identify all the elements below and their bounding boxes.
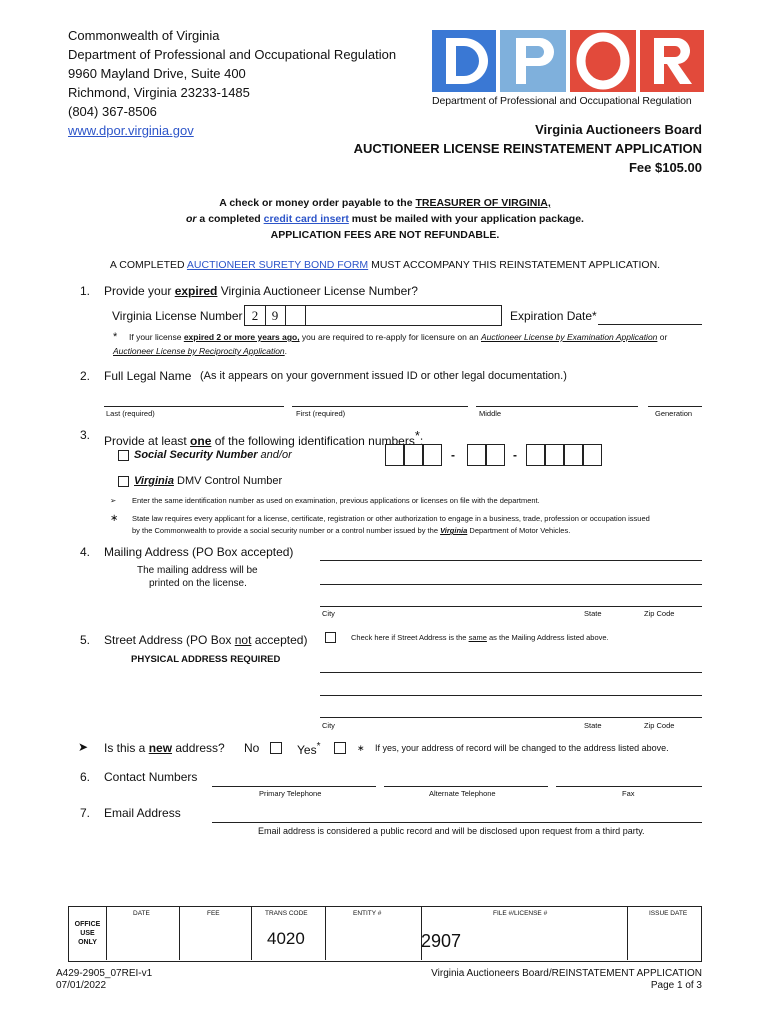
physical-address-required: PHYSICAL ADDRESS REQUIRED [131,654,281,665]
office-entity-cell: ENTITY # [325,907,422,960]
reciprocity-application-link[interactable]: Auctioneer License by Reciprocity Application [113,346,285,356]
full-legal-name-hint: (As it appears on your government issued ID or other legal documentation.) [200,370,567,382]
id-digit-box [545,444,564,466]
new-address-question: Is this a new address? [104,741,225,755]
exam-application-link[interactable]: Auctioneer License by Examination Application [481,332,658,342]
agency-line: Department of Professional and Occupational Regulation [68,47,397,62]
last-name-caption: Last (required) [106,409,155,418]
office-use-label: OFFICE USE ONLY [69,907,107,960]
license-digit: 2 [245,306,266,325]
mailing-address-label: Mailing Address (PO Box accepted) [104,545,294,559]
trans-code-value: 4020 [267,929,305,948]
dmv-label: Virginia DMV Control Number [134,475,283,487]
ssn-label: Social Security Number and/or [134,449,292,461]
office-file-license-cell: FILE #/LICENSE # 2907 [421,907,628,960]
footer-title: Virginia Auctioneers Board/REINSTATEMENT APPLICATION [431,968,702,979]
office-use-table [68,906,702,962]
q7-number: 7. [80,806,91,820]
id-digit-box [385,444,404,466]
id-dash: - [513,448,517,462]
alternate-telephone-caption: Alternate Telephone [429,789,496,798]
mailing-address-sub1: The mailing address will be [137,565,258,576]
id-digit-box [467,444,486,466]
new-address-no-checkbox[interactable] [270,742,282,754]
fees-not-refundable: APPLICATION FEES ARE NOT REFUNDABLE. [270,229,500,241]
mailing-city-state-zip-input[interactable] [320,606,702,607]
q3-number: 3. [80,428,91,442]
last-name-input[interactable] [104,406,284,407]
email-address-input[interactable] [212,822,702,823]
new-address-no-label: No [244,741,260,755]
surety-bond-notice: A COMPLETED AUCTIONEER SURETY BOND FORM MUST ACCOMPANY THIS REINSTATEMENT APPLICATION. [109,259,661,271]
id-dash: - [451,448,455,462]
id-digit-box [564,444,583,466]
id-digit-box [583,444,602,466]
id-number-input[interactable] [385,444,705,468]
q6-number: 6. [80,770,91,784]
q3-question: Provide at least one of the following identification numbers*: [104,428,424,448]
middle-name-caption: Middle [479,409,502,418]
new-address-bullet-icon: ➤ [78,740,89,754]
dpor-logo [432,28,704,110]
middle-name-input[interactable] [476,406,638,407]
reapply-note: * If your license expired 2 or more years ago, you are required to re-apply for licensure on an Auctioneer License by Examination Application or Auctioneer License by Reciprocity Application. [113,331,668,356]
street-address-line2-input[interactable] [320,695,702,696]
mailing-city-caption: City [322,609,335,618]
license-digit: 9 [265,306,286,325]
agency-website-link[interactable]: www.dpor.virginia.gov [68,123,194,138]
license-number-label: Virginia License Number [112,309,243,323]
logo-subtitle: Department of Professional and Occupational Regulation [432,95,692,107]
form-date: 07/01/2022 [56,980,107,991]
street-address-line1-input[interactable] [320,672,702,673]
id-digit-box [423,444,442,466]
surety-bond-form-link[interactable]: AUCTIONEER SURETY BOND FORM [186,259,369,271]
agency-line: Commonwealth of Virginia [68,28,220,43]
primary-telephone-caption: Primary Telephone [259,789,322,798]
expiration-date-label: Expiration Date* [510,309,597,323]
q2-number: 2. [80,369,91,383]
agency-address-block [68,26,396,140]
form-id: A429-2905_07REI-v1 [56,968,153,979]
new-address-yes-checkbox[interactable] [334,742,346,754]
fee: Fee $105.00 [628,160,702,175]
ssn-checkbox[interactable] [118,450,129,461]
id-digit-box [486,444,505,466]
id-digit-box [526,444,545,466]
street-city-caption: City [322,721,335,730]
file-license-value: 2907 [421,931,462,951]
email-public-record-note: Email address is considered a public record and will be disclosed upon request from a third party. [258,826,645,836]
street-address-label: Street Address (PO Box not accepted) [104,633,308,647]
license-digit-cell [285,306,306,325]
street-city-state-zip-input[interactable] [320,717,702,718]
first-name-caption: First (required) [296,409,346,418]
full-legal-name-label: Full Legal Name [104,369,192,383]
agency-line: Richmond, Virginia 23233-1485 [68,85,250,100]
office-issue-date-cell: ISSUE DATE [649,910,688,917]
mailing-address-line2-input[interactable] [320,584,702,585]
office-trans-code-cell: TRANS CODE 4020 [251,907,326,960]
office-date-cell: DATE [107,907,180,960]
alternate-telephone-input[interactable] [384,786,548,787]
q1-number: 1. [80,284,91,298]
q1-question: Provide your expired Virginia Auctioneer License Number? [104,284,418,298]
generation-input[interactable] [648,406,702,407]
id-note-state-law: ∗ State law requires every applicant for a license, certificate, registration or other authorization to engage in a business, trade, profession or occupation issued by the Commonwealth to provide a social security number or a control number issued by the Virginia Department of Motor Vehicles. [110,513,650,535]
q5-number: 5. [80,633,91,647]
mailing-zip-caption: Zip Code [644,609,675,618]
agency-line: 9960 Mayland Drive, Suite 400 [68,66,246,81]
street-state-caption: State [584,721,602,730]
board-name: Virginia Auctioneers Board [535,122,702,137]
q4-number: 4. [80,545,91,559]
street-zip-caption: Zip Code [644,721,675,730]
payment-notice: A check or money order payable to the TREASURER OF VIRGINIA, or a completed credit card insert must be mailed with your application package. APPLICATION FEES ARE NOT REFUNDABLE. [0,195,770,243]
email-address-label: Email Address [104,806,181,820]
contact-numbers-label: Contact Numbers [104,770,198,784]
mailing-address-sub2: printed on the license. [149,578,247,589]
same-as-mailing-label: Check here if Street Address is the same as the Mailing Address listed above. [351,633,609,642]
id-digit-box [404,444,423,466]
page-number: Page 1 of 3 [650,980,702,991]
license-number-input[interactable] [244,305,502,326]
mailing-state-caption: State [584,609,602,618]
dmv-checkbox[interactable] [118,476,129,487]
primary-telephone-input[interactable] [212,786,376,787]
first-name-input[interactable] [292,406,468,407]
mailing-address-line1-input[interactable] [320,560,702,561]
office-fee-cell: FEE [179,907,252,960]
same-as-mailing-checkbox[interactable] [325,632,336,643]
id-note-same-number: ➢ Enter the same identification number as used on examination, previous applications or licenses on file with the department. [110,496,540,505]
generation-caption: Generation [655,409,693,418]
form-title: AUCTIONEER LICENSE REINSTATEMENT APPLICATION [353,141,702,156]
new-address-yes-label: Yes* [297,741,321,757]
agency-phone: (804) 367-8506 [68,104,157,119]
expiration-date-input[interactable] [598,324,702,325]
new-address-note: ∗ If yes, your address of record will be changed to the address listed above. [357,743,669,753]
payee: TREASURER OF VIRGINIA, [415,197,551,209]
credit-card-insert-link[interactable]: credit card insert [263,213,349,225]
fax-input[interactable] [556,786,702,787]
fax-caption: Fax [622,789,635,798]
